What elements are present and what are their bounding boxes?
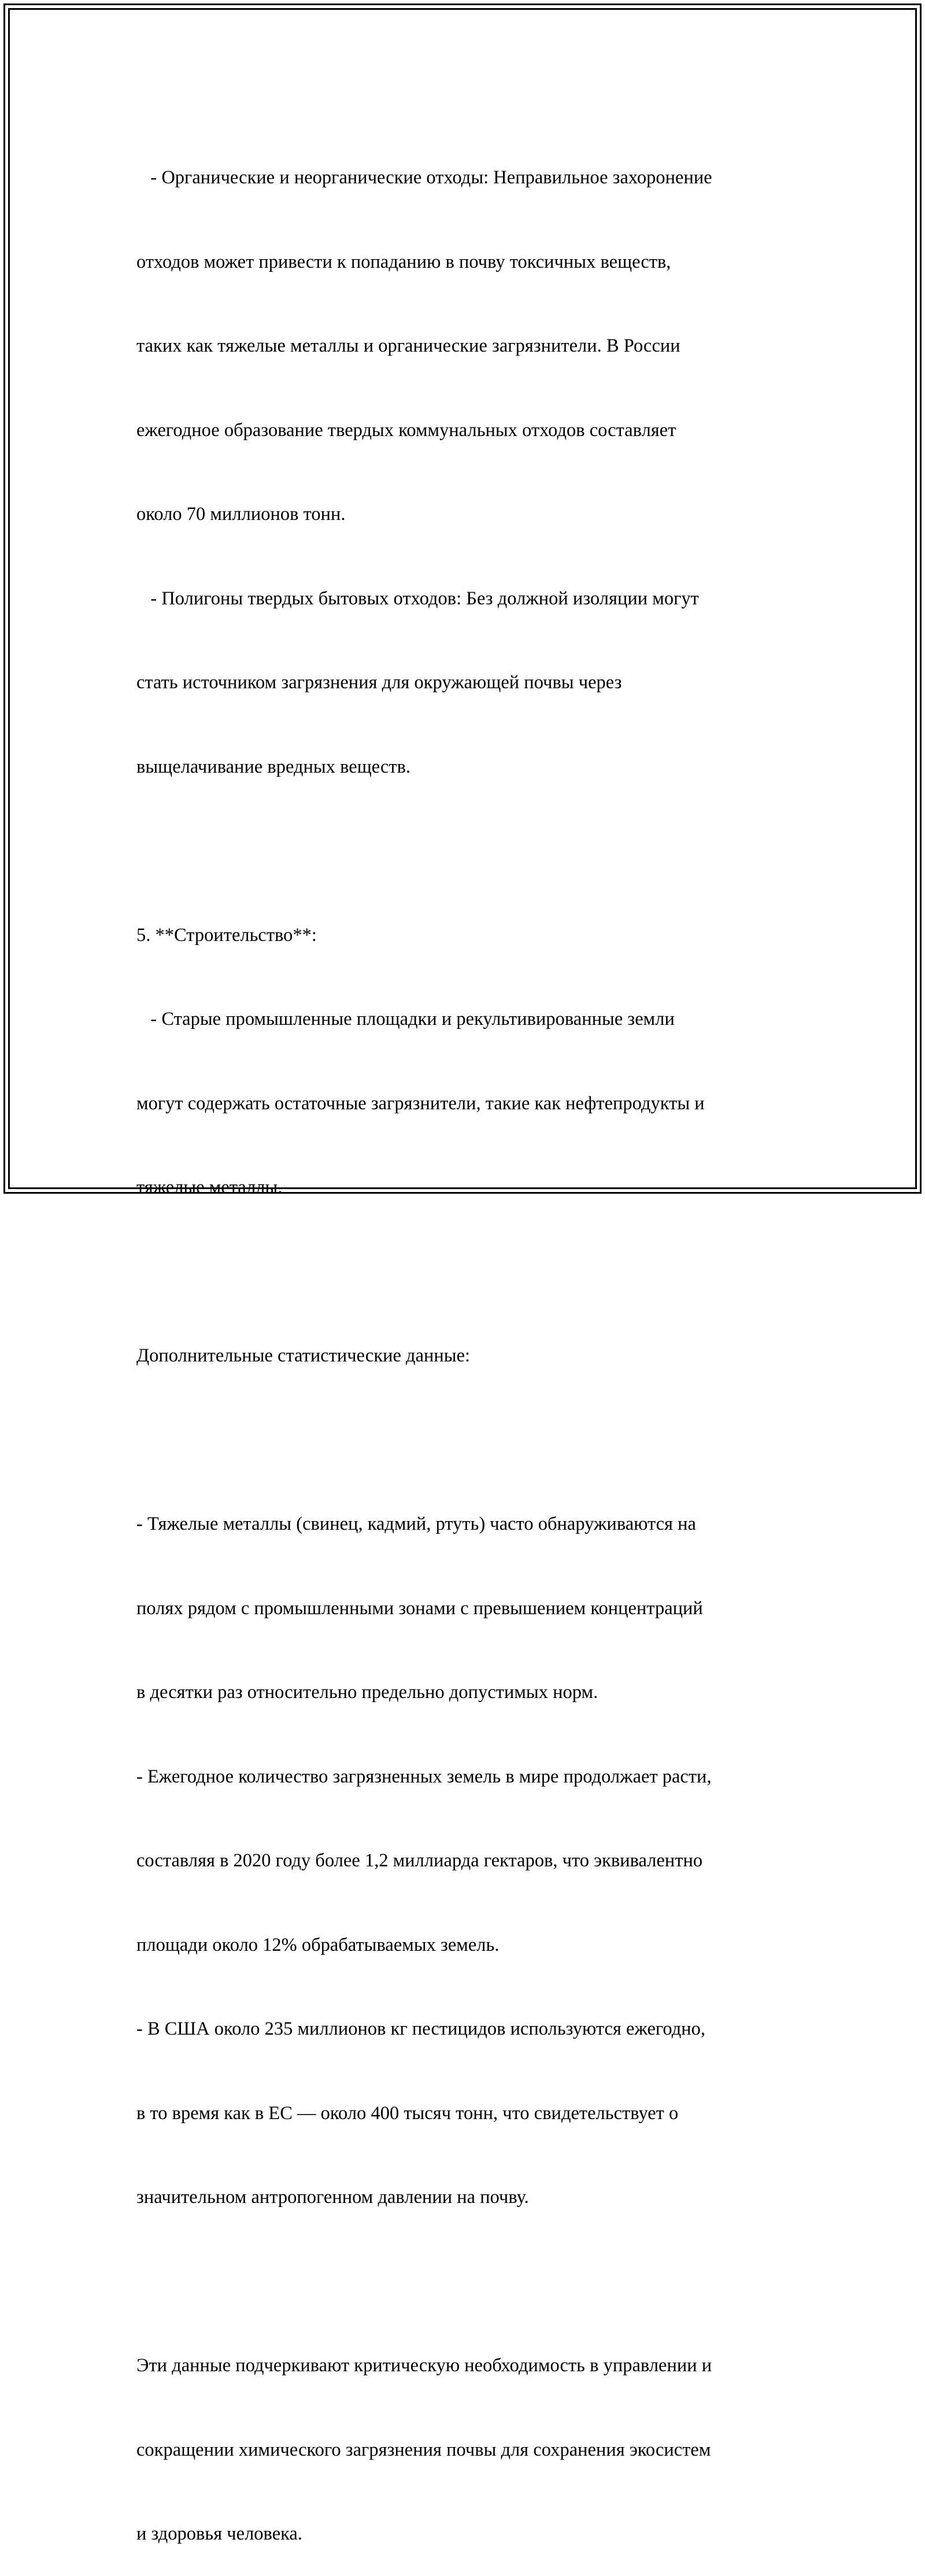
text-line: выщелачивание вредных веществ. <box>136 756 411 777</box>
text-line: площади около 12% обрабатываемых земель. <box>136 1934 500 1955</box>
text-line: ежегодное образование твердых коммунальных отходов составляет <box>136 419 676 441</box>
text-line: отходов может привести к попаданию в почву токсичных веществ, <box>136 251 671 272</box>
section-heading: 5. **Строительство**: <box>136 924 317 946</box>
text-line: около 70 миллионов тонн. <box>136 504 346 525</box>
text-line: полях рядом с промышленными зонами с превышением концентраций <box>136 1597 703 1619</box>
text-line: стать источником загрязнения для окружающей почвы через <box>136 672 622 693</box>
text-line: - В США около 235 миллионов кг пестицидов используются ежегодно, <box>136 2018 706 2039</box>
text-line: сокращении химического загрязнения почвы для сохранения экосистем <box>136 2439 711 2460</box>
blank-line <box>136 1258 796 1286</box>
text-line: могут содержать остаточные загрязнители, такие как нефтепродукты и <box>136 1093 705 1114</box>
text-line: в десятки раз относительно предельно допустимых норм. <box>136 1682 598 1703</box>
text-line: - Органические и неорганические отходы: Неправильное захоронение <box>136 167 712 188</box>
blank-line <box>136 2268 796 2296</box>
text-line: Эти данные подчеркивают критическую необходимость в управлении и <box>136 2355 712 2376</box>
text-line: - Ежегодное количество загрязненных земель в мире продолжает расти, <box>136 1766 712 1787</box>
text-line: составляя в 2020 году более 1,2 миллиарда гектаров, что эквивалентно <box>136 1850 703 1871</box>
text-line: значительном антропогенном давлении на почву. <box>136 2187 529 2208</box>
text-line: таких как тяжелые металлы и органические загрязнители. В России <box>136 335 680 356</box>
text-line: тяжелые металлы. <box>136 1177 283 1198</box>
document-body <box>136 108 796 2576</box>
text-line: - Полигоны твердых бытовых отходов: Без должной изоляции могут <box>136 588 699 609</box>
text-line: в то время как в ЕС — около 400 тысяч тонн, что свидетельствует о <box>136 2102 679 2124</box>
text-line: - Тяжелые металлы (свинец, кадмий, ртуть) часто обнаруживаются на <box>136 1514 696 1534</box>
blank-line <box>136 837 796 865</box>
text-line: и здоровья человека. <box>136 2523 302 2544</box>
subsection-title: Дополнительные статистические данные: <box>136 1345 471 1366</box>
blank-line <box>136 1426 796 1455</box>
text-line: - Старые промышленные площадки и рекультивированные земли <box>136 1009 675 1029</box>
